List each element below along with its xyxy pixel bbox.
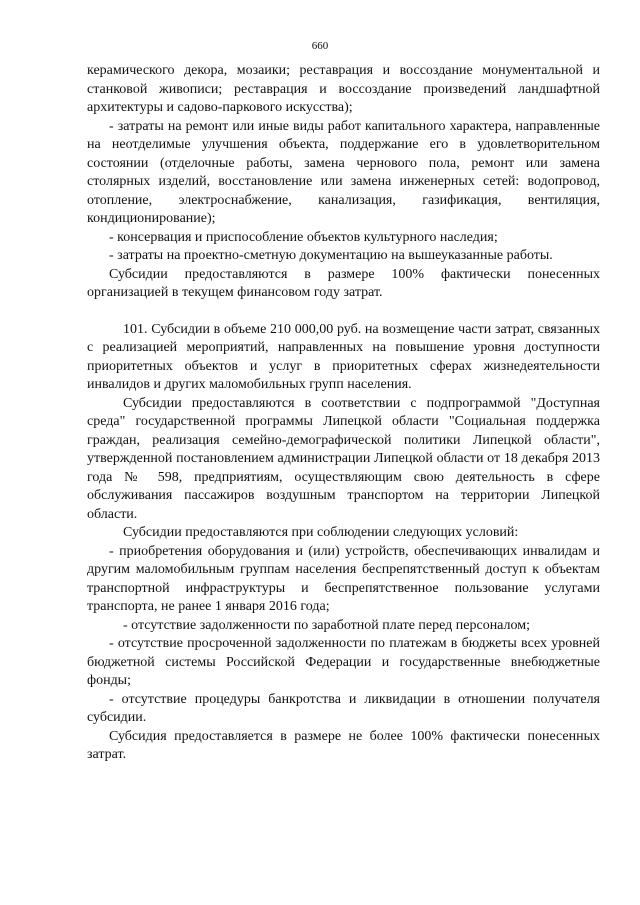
document-body <box>87 62 600 765</box>
paragraph-item-101: 101. Субсидии в объеме 210 000,00 руб. на возмещение части затрат, связанных с реализацией мероприятий, направленных на повышение уровня доступности приоритетных объектов и услуг в приоритетных сферах жизнедеятельности инвалидов и других маломобильных групп населения. <box>87 321 600 392</box>
paragraph-conditions-heading: Субсидии предоставляются при соблюдении следующих условий: <box>123 525 519 540</box>
list-item-equipment-purchase: - приобретения оборудования и (или) устройств, обеспечивающих инвалидам и другим маломобильным группам населения беспрепятственный доступ к объектам транспортной инфраструктуры и беспрепятственное пользование услугами транспорта, не ранее 1 января 2016 года; <box>87 543 600 614</box>
paragraph-restoration-continued: керамического декора, мозаики; реставрация и воссоздание монументальной и станковой живописи; реставрация и воссоздание произведений ландшафтной архитектуры и садово-паркового искусства); <box>87 63 600 115</box>
list-item-conservation: - консервация и приспособление объектов культурного наследия; <box>109 229 498 245</box>
list-item-capital-repair: - затраты на ремонт или иные виды работ капитального характера, направленные на неотделимые улучшения объекта, поддержание его в удовлетворительном состоянии (отделочные работы, замена чернового пола, ремонт или замена столярных изделий, восстановление или замена инженерных сетей: водопровод, отопление, электроснабжение, канализация, газификация, вентиляция, кондиционирование); <box>87 118 600 226</box>
list-item-no-overdue-payments: - отсутствие просроченной задолженности по платежам в бюджеты всех уровней бюджетной системы Российской Федерации и государственные внебюджетные фонды; <box>87 636 600 688</box>
page-number: 660 <box>311 40 329 52</box>
list-item-design-documentation: - затраты на проектно-сметную документацию на вышеуказанные работы. <box>109 248 553 263</box>
paragraph-subsidy-basis: Субсидии предоставляются в соответствии с подпрограммой "Доступная среда" государственной программы Липецкой области "Социальная поддержка граждан, реализация семейно-демографической политики Липецкой области", утвержденной постановлением администрации Липецкой области от 18 декабря 2013 года № 598, предприятиям, осуществляющим свою деятельность в сфере обслуживания пассажиров воздушным транспортом на территории Липецкой области. <box>87 395 600 522</box>
paragraph-subsidy-amount: Субсидии предоставляются в размере 100% фактически понесенных организацией в текущем финансовом году затрат. <box>87 266 600 300</box>
paragraph-subsidy-limit: Субсидия предоставляется в размере не более 100% фактически понесенных затрат. <box>87 728 600 762</box>
paragraph-spacer <box>87 303 600 321</box>
list-item-no-wage-debt: - отсутствие задолженности по заработной плате перед персоналом; <box>123 617 530 633</box>
list-item-no-bankruptcy: - отсутствие процедуры банкротства и ликвидации в отношении получателя субсидии. <box>87 691 600 725</box>
